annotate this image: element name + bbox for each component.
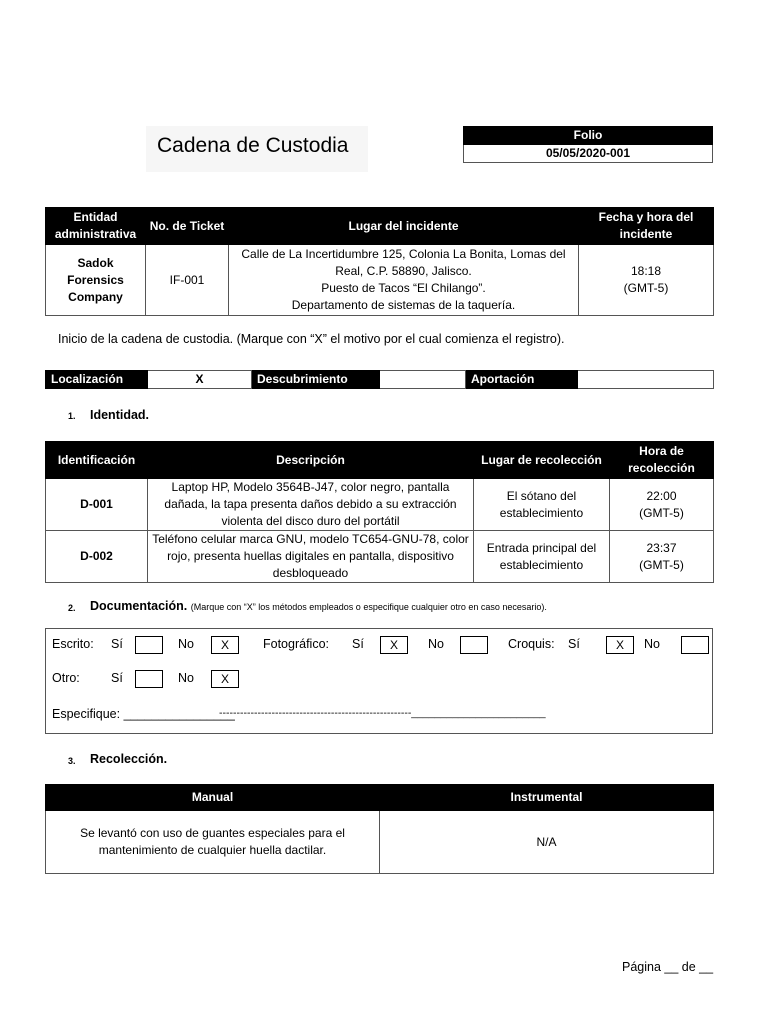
section-2-heading xyxy=(90,599,547,613)
evidence-location: El sótano del establecimiento xyxy=(474,479,610,531)
fotografico-no-checkbox[interactable] xyxy=(460,636,488,654)
evidence-description: Laptop HP, Modelo 3564B-J47, color negro, pantalla dañada, la tapa presenta daños debido a su extracción violenta del disco duro del portátil xyxy=(148,479,474,531)
evidence-time xyxy=(610,531,714,583)
otro-si-checkbox[interactable] xyxy=(135,670,163,688)
fotografico-si-checkbox[interactable]: X xyxy=(380,636,408,654)
lugar-line: Departamento de sistemas de la taquería. xyxy=(291,298,516,312)
header-ticket: No. de Ticket xyxy=(146,208,229,245)
si-label: Sí xyxy=(352,637,364,651)
no-label: No xyxy=(178,637,194,651)
escrito-si-checkbox[interactable] xyxy=(135,636,163,654)
table-row xyxy=(46,531,714,583)
instrumental-value: N/A xyxy=(380,811,714,874)
recoleccion-table xyxy=(45,784,714,874)
hora-value: 22:00 xyxy=(646,488,677,503)
folio-label: Folio xyxy=(464,127,713,145)
identity-table xyxy=(45,441,714,583)
lugar-line: Puesto de Tacos “El Chilango”. xyxy=(321,281,486,295)
table-row xyxy=(46,479,714,531)
aportacion-label: Aportación xyxy=(466,371,578,389)
documentacion-box xyxy=(45,628,713,734)
section-2-title: Documentación. xyxy=(90,599,188,613)
header-lugar: Lugar del incidente xyxy=(229,208,579,245)
no-label: No xyxy=(644,637,660,651)
header-descripcion: Descripción xyxy=(148,442,474,479)
header-hora-recoleccion: Hora de recolección xyxy=(610,442,714,479)
hora-value: 23:37 xyxy=(646,540,677,555)
lugar-line: Calle de La Incertidumbre 125, Colonia La Bonita, Lomas del Real, C.P. 58890, Jalisco. xyxy=(241,247,566,278)
manual-value: Se levantó con uso de guantes especiales para el mantenimiento de cualquier huella dactilar. xyxy=(46,811,380,874)
zona-value: (GMT-5) xyxy=(623,281,669,295)
localizacion-mark[interactable]: X xyxy=(148,371,252,389)
folio-value: 05/05/2020-001 xyxy=(464,145,713,163)
no-label: No xyxy=(428,637,444,651)
header-manual: Manual xyxy=(46,785,380,811)
aportacion-mark[interactable] xyxy=(578,371,714,389)
descubrimiento-label: Descubrimiento xyxy=(252,371,380,389)
header-identificacion: Identificación xyxy=(46,442,148,479)
escrito-label: Escrito: xyxy=(52,637,94,651)
incident-table xyxy=(45,207,714,316)
evidence-id: D-001 xyxy=(46,479,148,531)
otro-no-checkbox[interactable]: X xyxy=(211,670,239,688)
header-entidad: Entidad administrativa xyxy=(46,208,146,245)
fotografico-label: Fotográfico: xyxy=(263,637,330,651)
zona-value: (GMT-5) xyxy=(639,505,684,520)
localizacion-label: Localización xyxy=(46,371,148,389)
table-row xyxy=(46,245,714,316)
page-number: Página __ de __ xyxy=(622,960,714,974)
fecha-value xyxy=(579,245,714,316)
si-label: Sí xyxy=(111,637,123,651)
inicio-instruction: Inicio de la cadena de custodia. (Marque con “X” el motivo por el cual comienza el registro). xyxy=(58,332,565,346)
evidence-location: Entrada principal del establecimiento xyxy=(474,531,610,583)
page-title: Cadena de Custodia xyxy=(157,134,349,157)
especifique-label: Especifique: ________________ xyxy=(52,707,235,721)
si-label: Sí xyxy=(111,671,123,685)
croquis-label: Croquis: xyxy=(508,637,555,651)
evidence-description: Teléfono celular marca GNU, modelo TC654-GNU-78, color rojo, presenta huellas digitales en pantalla, dispositivo desbloqueado xyxy=(148,531,474,583)
ticket-value: IF-001 xyxy=(146,245,229,316)
zona-value: (GMT-5) xyxy=(639,557,684,572)
motivo-table xyxy=(45,370,714,389)
section-2-number: 2. xyxy=(68,603,76,613)
evidence-time xyxy=(610,479,714,531)
section-3-number: 3. xyxy=(68,756,76,766)
section-2-note: (Marque con “X” los métodos empleados o especifique cualquier otro en caso necesario). xyxy=(190,602,547,612)
section-1-title: Identidad. xyxy=(90,408,150,422)
header-instrumental: Instrumental xyxy=(380,785,714,811)
no-label: No xyxy=(178,671,194,685)
section-1-number: 1. xyxy=(68,411,76,421)
lugar-value xyxy=(229,245,579,316)
otro-label: Otro: xyxy=(52,671,80,685)
section-3-title: Recolección. xyxy=(90,752,168,766)
especifique-field[interactable]: -------------------------------------------------------_______________________ xyxy=(219,707,546,719)
si-label: Sí xyxy=(568,637,580,651)
table-row xyxy=(46,811,714,874)
header-fecha: Fecha y hora del incidente xyxy=(579,208,714,245)
croquis-no-checkbox[interactable] xyxy=(681,636,709,654)
entidad-value: Sadok Forensics Company xyxy=(46,245,146,316)
escrito-no-checkbox[interactable]: X xyxy=(211,636,239,654)
hora-value: 18:18 xyxy=(630,264,662,278)
croquis-si-checkbox[interactable]: X xyxy=(606,636,634,654)
evidence-id: D-002 xyxy=(46,531,148,583)
folio-table xyxy=(463,126,713,163)
descubrimiento-mark[interactable] xyxy=(380,371,466,389)
header-lugar-recoleccion: Lugar de recolección xyxy=(474,442,610,479)
